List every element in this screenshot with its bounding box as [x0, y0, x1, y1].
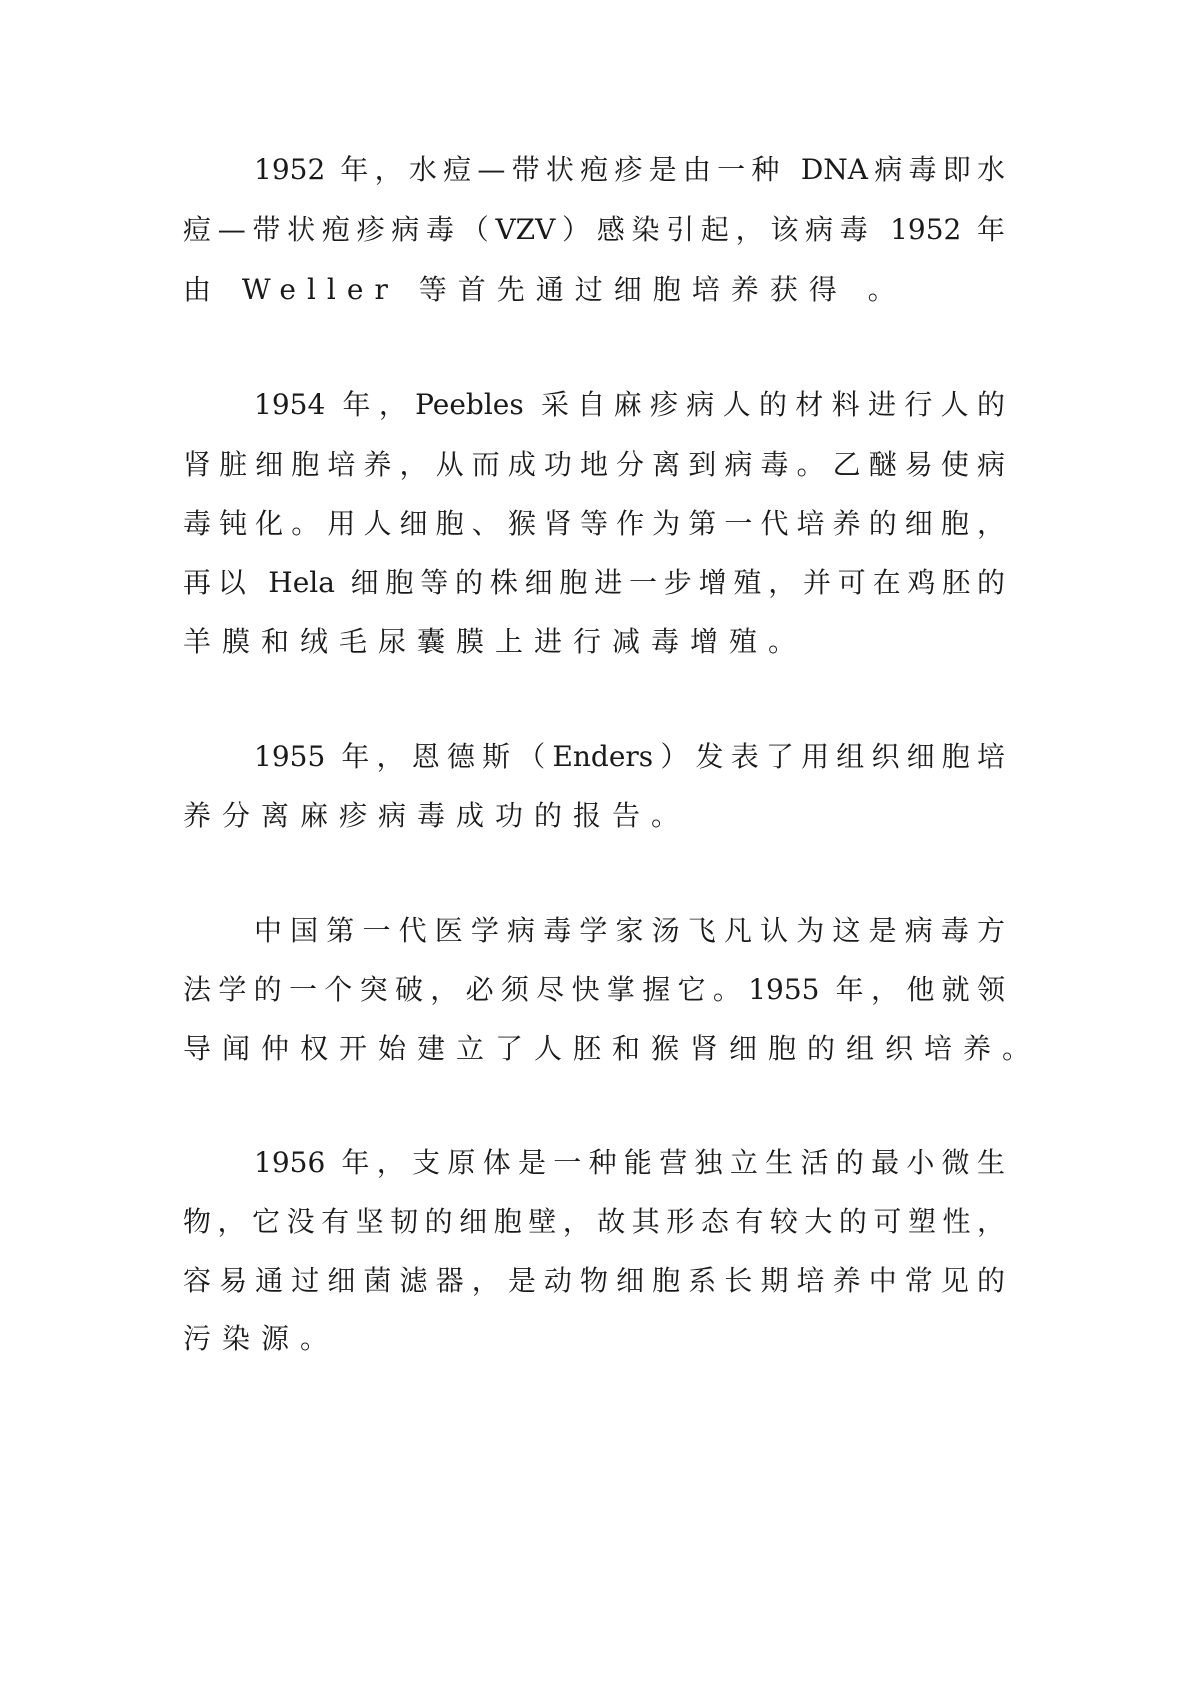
- paragraph-line: 痘—带状疱疹病毒（VZV）感染引起，该病毒 1952 年: [183, 213, 1005, 246]
- paragraph-line: 1956 年，支原体是一种能营独立生活的最小微生: [254, 1146, 1005, 1179]
- paragraph-line: 中国第一代医学病毒学家汤飞凡认为这是病毒方: [254, 914, 1005, 947]
- paragraph-line: 1952 年，水痘—带状疱疹是由一种 DNA病毒即水: [254, 153, 1005, 186]
- paragraph-line: 物，它没有坚韧的细胞壁，故其形态有较大的可塑性，: [183, 1205, 1005, 1238]
- paragraph-line: 污染源。: [183, 1322, 340, 1355]
- paragraph-line: 容易通过细菌滤器，是动物细胞系长期培养中常见的: [183, 1264, 1005, 1297]
- paragraph-line: 导闻仲权开始建立了人胚和猴肾细胞的组织培养。: [183, 1032, 1042, 1065]
- paragraph-line: 1954 年，Peebles 采自麻疹病人的材料进行人的: [254, 388, 1005, 421]
- paragraph-line: 毒钝化。用人细胞、猴肾等作为第一代培养的细胞，: [183, 507, 1005, 540]
- paragraph-line: 再以 Hela 细胞等的株细胞进一步增殖，并可在鸡胚的: [183, 566, 1005, 599]
- paragraph-line: 养分离麻疹病毒成功的报告。: [183, 799, 691, 832]
- paragraph-line: 法学的一个突破，必须尽快掌握它。1955 年，他就领: [183, 973, 1005, 1006]
- paragraph-line: 由 Weller 等首先通过细胞培养获得 。: [183, 273, 907, 306]
- paragraph-line: 肾脏细胞培养，从而成功地分离到病毒。乙醚易使病: [183, 448, 1005, 481]
- paragraph-line: 羊膜和绒毛尿囊膜上进行减毒增殖。: [183, 625, 808, 658]
- paragraph-line: 1955 年，恩德斯（Enders）发表了用组织细胞培: [254, 740, 1005, 773]
